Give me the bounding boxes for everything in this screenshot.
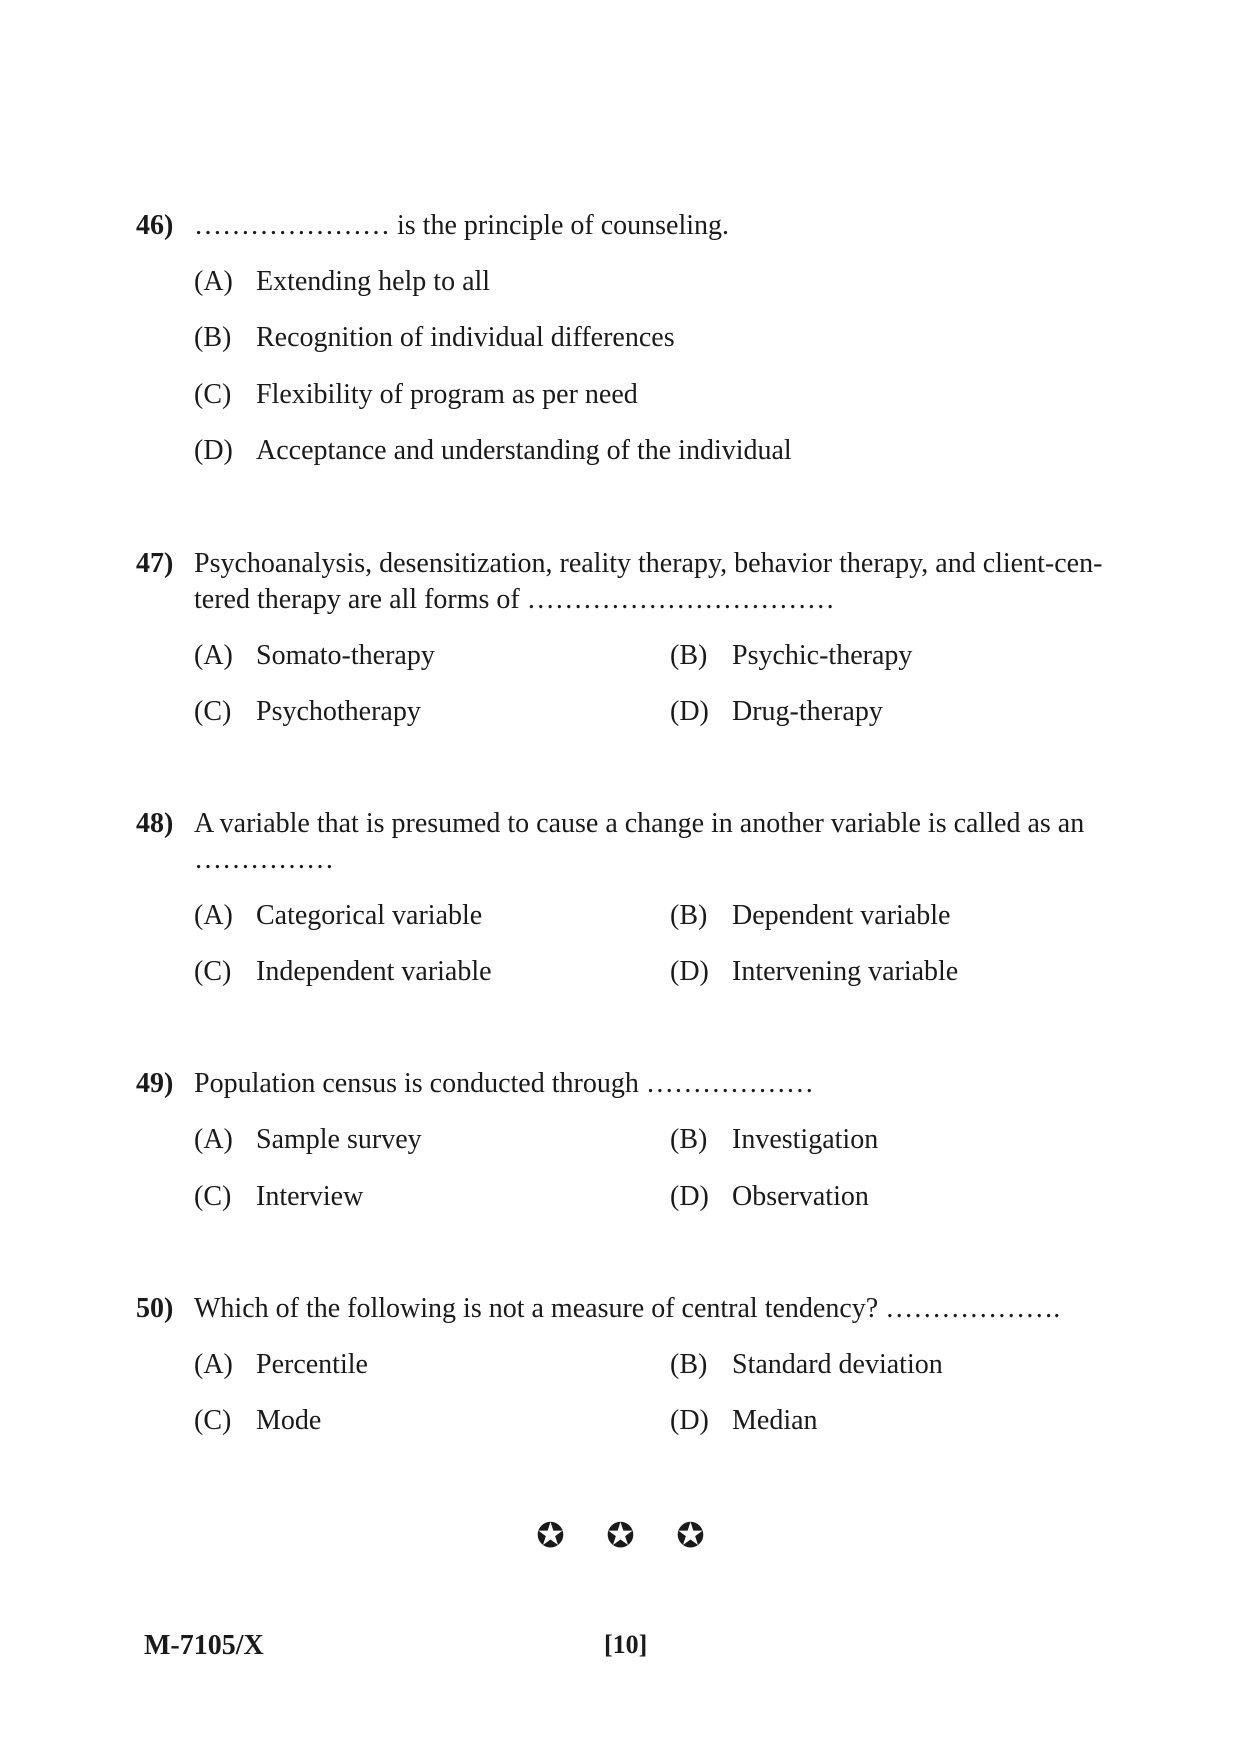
option-letter: (D) xyxy=(670,696,709,727)
question-stem-line-1: A variable that is presumed to cause a change in another variable is called as an xyxy=(194,808,1085,839)
option-text: Intervening variable xyxy=(732,956,959,987)
option-text: Investigation xyxy=(732,1124,879,1155)
option-letter: (A) xyxy=(194,900,233,931)
option-text: Sample survey xyxy=(256,1124,422,1155)
question-stem-line-2: …………… xyxy=(194,844,334,875)
option-text: Flexibility of program as per need xyxy=(256,379,638,410)
paper-code: M-7105/X xyxy=(144,1630,264,1661)
option-text: Categorical variable xyxy=(256,900,483,931)
option-letter: (A) xyxy=(194,266,233,297)
option-letter: (D) xyxy=(670,956,709,987)
question-number: 49) xyxy=(136,1068,174,1099)
option-letter: (B) xyxy=(194,322,232,353)
option-letter: (C) xyxy=(194,696,232,727)
option-text: Psychotherapy xyxy=(256,696,421,727)
option-letter: (A) xyxy=(194,1124,233,1155)
option-text: Percentile xyxy=(256,1349,368,1380)
option-text: Extending help to all xyxy=(256,266,491,297)
option-letter: (C) xyxy=(194,1181,232,1212)
question-stem-line-1: ………………… is the principle of counseling. xyxy=(194,210,730,241)
star-icon: ✪ xyxy=(606,1516,635,1556)
star-icon: ✪ xyxy=(536,1516,565,1556)
option-text: Mode xyxy=(256,1405,322,1436)
option-text: Psychic-therapy xyxy=(732,640,913,671)
question-number: 50) xyxy=(136,1293,174,1324)
option-letter: (D) xyxy=(670,1405,709,1436)
option-letter: (D) xyxy=(194,435,233,466)
option-letter: (B) xyxy=(670,1349,708,1380)
option-letter: (A) xyxy=(194,640,233,671)
question-stem-line-1: Psychoanalysis, desensitization, reality therapy, behavior therapy, and client-cen- xyxy=(194,548,1103,579)
question-number: 46) xyxy=(136,210,174,241)
option-text: Standard deviation xyxy=(732,1349,943,1380)
question-number: 47) xyxy=(136,548,174,579)
option-text: Interview xyxy=(256,1181,364,1212)
option-text: Observation xyxy=(732,1181,869,1212)
option-letter: (B) xyxy=(670,640,708,671)
star-icon: ✪ xyxy=(676,1516,705,1556)
option-text: Acceptance and understanding of the individual xyxy=(256,435,792,466)
option-text: Dependent variable xyxy=(732,900,951,931)
question-stem-line-2: tered therapy are all forms of …………………………… xyxy=(194,584,835,615)
option-letter: (C) xyxy=(194,379,232,410)
option-letter: (C) xyxy=(194,1405,232,1436)
option-letter: (C) xyxy=(194,956,232,987)
option-text: Independent variable xyxy=(256,956,492,987)
question-stem-line-1: Which of the following is not a measure of central tendency? ………………. xyxy=(194,1293,1061,1324)
option-letter: (A) xyxy=(194,1349,233,1380)
option-text: Drug-therapy xyxy=(732,696,883,727)
option-text: Somato-therapy xyxy=(256,640,435,671)
option-text: Recognition of individual differences xyxy=(256,322,675,353)
option-text: Median xyxy=(732,1405,818,1436)
question-number: 48) xyxy=(136,808,174,839)
page-number: [10] xyxy=(604,1630,648,1659)
option-letter: (B) xyxy=(670,900,708,931)
end-of-section-ornament xyxy=(0,1516,1241,1556)
question-stem-line-1: Population census is conducted through ……………… xyxy=(194,1068,814,1099)
option-letter: (D) xyxy=(670,1181,709,1212)
option-letter: (B) xyxy=(670,1124,708,1155)
